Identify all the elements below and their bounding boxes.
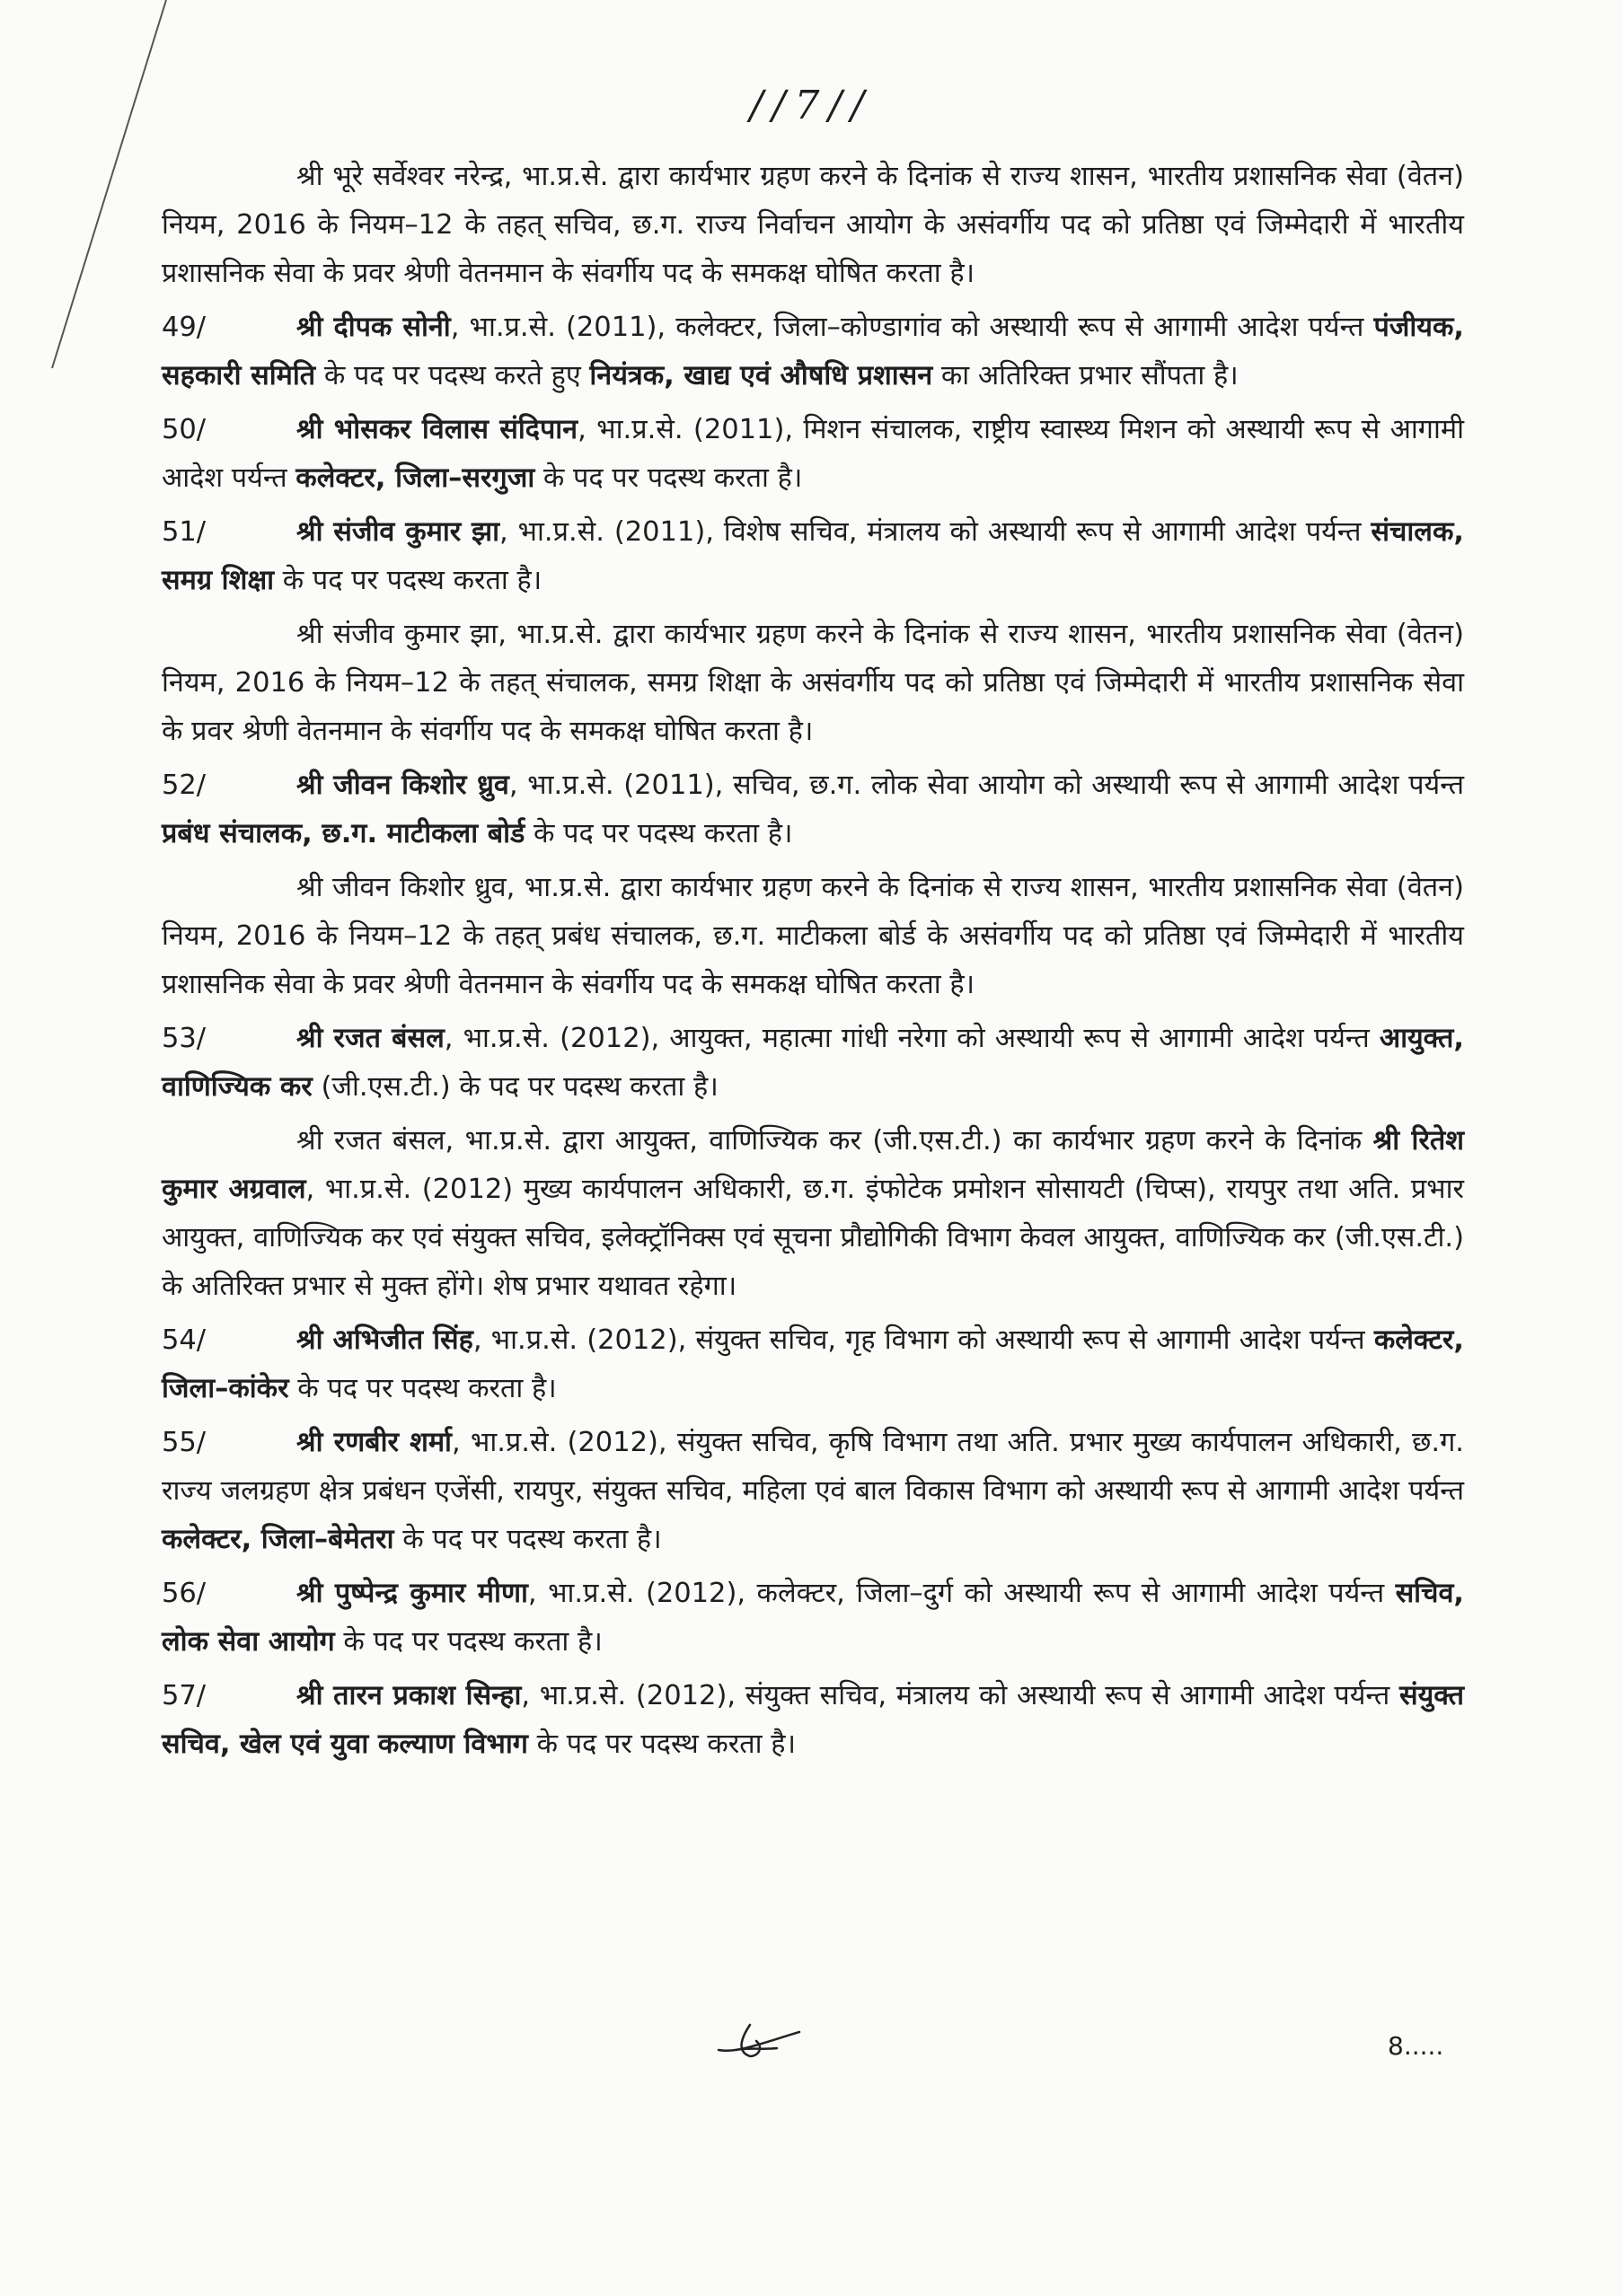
item-number: 57/ [162,1680,207,1711]
order-item [162,1015,1464,1112]
order-paragraph [162,153,1464,298]
emphasis-text: संचालक, समग्र शिक्षा [162,516,1464,596]
item-number: 54/ [162,1324,207,1356]
order-item [162,1419,1464,1564]
order-body [162,153,1464,1774]
order-item [162,508,1464,605]
body-text: श्री भूरे सर्वेश्वर नरेन्द्र, भा.प्र.से. द्वारा कार्यभार ग्रहण करने के दिनांक से राज्य शासन, भारतीय प्रशासनिक सेवा (वेतन) नियम, 2016 के नियम–12 के तहत् सचिव, छ.ग. राज्य निर्वाचन आयोग के असंवर्गीय पद को प्रतिष्ठा एवं जिम्मेदारी में भारतीय प्रशासनिक सेवा के प्रवर श्रेणी वेतनमान के संवर्गीय पद के समकक्ष घोषित करता है। [162,161,1464,289]
emphasis-text: संयुक्त सचिव, खेल एवं युवा कल्याण विभाग [162,1680,1464,1760]
body-text: , भा.प्र.से. (2012) मुख्य कार्यपालन अधिकारी, छ.ग. इंफोटेक प्रमोशन सोसायटी (चिप्स), रायपुर तथा अति. प्रभार आयुक्त, वाणिज्यिक कर एवं संयुक्त सचिव, इलेक्ट्रॉनिक्स एवं सूचना प्रौद्योगिकी विभाग केवल आयुक्त, वाणिज्यिक कर (जी.एस.टी.) के अतिरिक्त प्रभार से मुक्त होंगे। शेष प्रभार यथावत रहेगा। [162,1174,1464,1302]
page-number: //7// [749,83,874,128]
emphasis-text: कलेक्टर, जिला–सरगुजा [295,462,535,494]
body-text: , भा.प्र.से. (2011), कलेक्टर, जिला–कोण्डागांव को अस्थायी रूप से आगामी आदेश पर्यन्त [450,312,1374,343]
body-text: श्री जीवन किशोर ध्रुव, भा.प्र.से. द्वारा कार्यभार ग्रहण करने के दिनांक से राज्य शासन, भारतीय प्रशासनिक सेवा (वेतन) नियम, 2016 के नियम–12 के तहत् प्रबंध संचालक, छ.ग. माटीकला बोर्ड के असंवर्गीय पद को प्रतिष्ठा एवं जिम्मेदारी में भारतीय प्रशासनिक सेवा के प्रवर श्रेणी वेतनमान के संवर्गीय पद के समकक्ष घोषित करता है। [162,872,1464,1000]
body-text: , भा.प्र.से. (2012), आयुक्त, महात्मा गांधी नरेगा को अस्थायी रूप से आगामी आदेश पर्यन्त [444,1023,1380,1054]
item-number: 53/ [162,1023,207,1054]
continued-page-marker: 8..... [1388,2031,1444,2061]
body-text: , भा.प्र.से. (2012), संयुक्त सचिव, मंत्रालय को अस्थायी रूप से आगामी आदेश पर्यन्त [521,1680,1399,1711]
body-text: के पद पर पदस्थ करता है। [534,462,803,494]
order-item [162,1672,1464,1769]
emphasis-text: आयुक्त, वाणिज्यिक कर [162,1023,1464,1103]
body-text: के पद पर पदस्थ करता है। [393,1524,662,1555]
emphasis-text: श्री रजत बंसल [296,1023,445,1054]
order-paragraph [162,1117,1464,1311]
body-text: (जी.एस.टी.) के पद पर पदस्थ करता है। [312,1071,719,1103]
item-number: 52/ [162,770,207,801]
body-text: , भा.प्र.से. (2011), मिशन संचालक, राष्ट्रीय स्वास्थ्य मिशन को अस्थायी रूप से आगामी आदेश पर्यन्त [162,414,1465,494]
order-item [162,1316,1464,1413]
emphasis-text: श्री संजीव कुमार झा [296,516,499,548]
body-text: , भा.प्र.से. (2012), संयुक्त सचिव, कृषि विभाग तथा अति. प्रभार मुख्य कार्यपालन अधिकारी, छ.ग. राज्य जलग्रहण क्षेत्र प्रबंधन एजेंसी, रायपुर, संयुक्त सचिव, महिला एवं बाल विकास विभाग को अस्थायी रूप से आगामी आदेश पर्यन्त [162,1427,1464,1507]
body-text: श्री रजत बंसल, भा.प्र.से. द्वारा आयुक्त, वाणिज्यिक कर (जी.एस.टी.) का कार्यभार ग्रहण करने के दिनांक [296,1125,1373,1157]
emphasis-text: सचिव, लोक सेवा आयोग [162,1578,1464,1658]
body-text: , भा.प्र.से. (2011), सचिव, छ.ग. लोक सेवा आयोग को अस्थायी रूप से आगामी आदेश पर्यन्त [508,770,1464,801]
order-item [162,761,1464,858]
item-number: 50/ [162,414,207,445]
item-number: 56/ [162,1578,207,1609]
body-text: के पद पर पदस्थ करते हुए [315,360,590,391]
body-text: , भा.प्र.से. (2011), विशेष सचिव, मंत्रालय को अस्थायी रूप से आगामी आदेश पर्यन्त [498,516,1372,548]
body-text: के पद पर पदस्थ करता है। [274,565,542,596]
body-text: के पद पर पदस्थ करता है। [334,1626,603,1658]
emphasis-text: श्री रितेश कुमार अग्रवाल [162,1125,1464,1205]
body-text: श्री संजीव कुमार झा, भा.प्र.से. द्वारा कार्यभार ग्रहण करने के दिनांक से राज्य शासन, भारतीय प्रशासनिक सेवा (वेतन) नियम, 2016 के नियम–12 के तहत् संचालक, समग्र शिक्षा के असंवर्गीय पद को प्रतिष्ठा एवं जिम्मेदारी में भारतीय प्रशासनिक सेवा के प्रवर श्रेणी वेतनमान के संवर्गीय पद के समकक्ष घोषित करता है। [162,619,1464,747]
order-item [162,1570,1464,1667]
page-edge-mark [0,0,180,377]
body-text: , भा.प्र.से. (2012), कलेक्टर, जिला–दुर्ग को अस्थायी रूप से आगामी आदेश पर्यन्त [527,1578,1396,1609]
emphasis-text: श्री भोसकर विलास संदिपान [296,414,578,445]
emphasis-text: श्री तारन प्रकाश सिन्हा [296,1680,522,1711]
order-item [162,406,1464,503]
emphasis-text: कलेक्टर, जिला–बेमेतरा [162,1524,394,1555]
emphasis-text: श्री रणबीर शर्मा [296,1427,452,1458]
emphasis-text: प्रबंध संचालक, छ.ग. माटीकला बोर्ड [162,818,525,849]
emphasis-text: श्री दीपक सोनी [296,312,451,343]
body-text: के पद पर पदस्थ करता है। [527,1729,797,1760]
body-text: का अतिरिक्त प्रभार सौंपता है। [932,360,1239,391]
order-item [162,303,1464,400]
item-number: 55/ [162,1427,207,1458]
signature-mark [701,2007,835,2070]
emphasis-text: श्री पुष्पेन्द्र कुमार मीणा [296,1578,528,1609]
order-paragraph [162,611,1464,756]
emphasis-text: श्री अभिजीत सिंह [296,1324,473,1356]
body-text: , भा.प्र.से. (2012), संयुक्त सचिव, गृह विभाग को अस्थायी रूप से आगामी आदेश पर्यन्त [472,1324,1374,1356]
emphasis-text: पंजीयक, सहकारी समिति [162,312,1465,391]
emphasis-text: श्री जीवन किशोर ध्रुव [296,770,509,801]
body-text: के पद पर पदस्थ करता है। [288,1373,557,1404]
item-number: 51/ [162,516,207,548]
order-paragraph [162,864,1464,1009]
emphasis-text: नियंत्रक, खाद्य एवं औषधि प्रशासन [589,360,933,391]
item-number: 49/ [162,312,207,343]
body-text: के पद पर पदस्थ करता है। [525,818,793,849]
emphasis-text: कलेक्टर, जिला–कांकेर [162,1324,1464,1404]
